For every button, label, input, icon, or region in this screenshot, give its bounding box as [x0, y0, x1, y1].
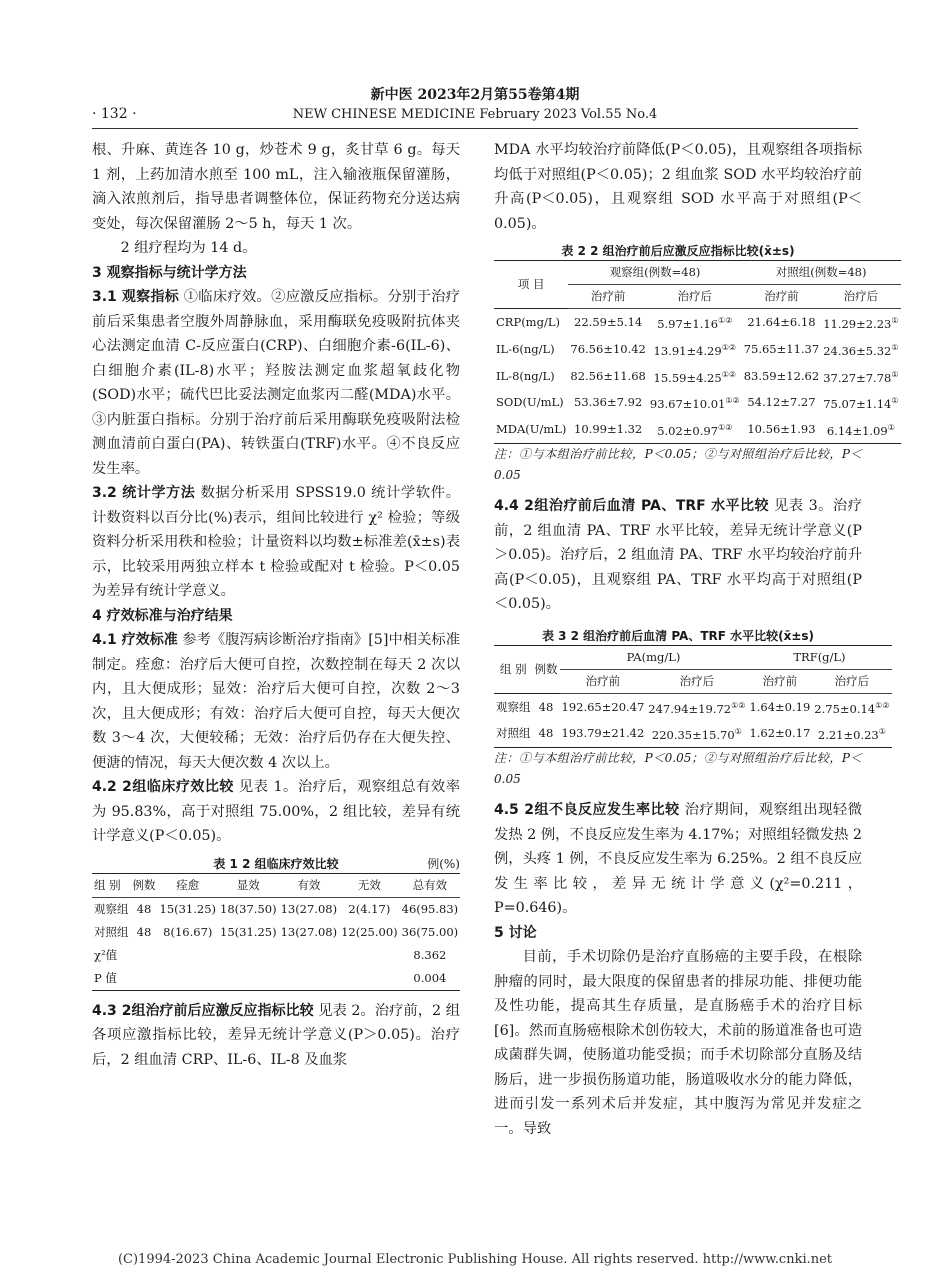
- subheading-4-4: 4.4 2组治疗前后血清 PA、TRF 水平比较: [494, 498, 769, 515]
- table-cell: [821, 416, 900, 443]
- text: 治疗期间，观察组出现轻微发热 2 例，不良反应发生率为 4.17%；对照组轻微发热 2 例，头疼 1 例，不良反应发生率为 6.25%。2 组不良反应发生率比较，差异无统计学意义(χ²=0.211，P=0.646)。: [494, 802, 862, 917]
- table-cell: MDA(U/mL): [496, 422, 567, 437]
- subheading-4-3: 4.3 2组治疗前后应激反应指标比较: [92, 1002, 314, 1019]
- value: 5.97±1.16: [657, 316, 719, 331]
- table-cell: 8.362: [413, 947, 447, 962]
- section-heading-4: 4 疗效标准与治疗结果: [92, 607, 233, 624]
- copyright-footer: (C)1994-2023 China Academic Journal Electronic Publishing House. All rights reserved. http://www.cnki.net: [117, 1252, 833, 1267]
- table-header: 总有效: [412, 877, 448, 892]
- table-cell: 48: [136, 901, 152, 916]
- table-header: 观察组(例数=48): [568, 261, 741, 285]
- table-cell: 10.56±1.93: [747, 422, 816, 437]
- table-cell: P 值: [94, 970, 117, 985]
- value: 93.67±10.01: [649, 397, 726, 412]
- table-cell: [648, 416, 742, 443]
- table-cell: 46(95.83): [401, 901, 459, 916]
- table-cell: [648, 309, 742, 336]
- table-row: [494, 720, 892, 747]
- table-header: 治疗后: [843, 289, 879, 303]
- table-cell: 193.79±21.42: [561, 726, 645, 741]
- footnote-mark: ①②: [718, 423, 733, 433]
- text: 见表 2。治疗前，2 组各项应激指标比较，差异无统计学意义(P＞0.05)。治疗后，2 组血清 CRP、IL-6、IL-8 及血浆: [92, 1002, 460, 1068]
- table-cell: IL-6(ng/L): [496, 341, 555, 356]
- table-cell: 对照组: [94, 924, 129, 939]
- value: 220.35±15.70: [651, 728, 735, 743]
- table-cell: [812, 693, 891, 720]
- table-cell: 观察组: [496, 699, 531, 714]
- footnote-mark: ①: [878, 727, 886, 737]
- table-header: 有效: [297, 877, 321, 892]
- subheading-3-2: 3.2 统计学方法: [92, 485, 196, 501]
- footnote-mark: ①: [891, 342, 899, 352]
- table-cell: 83.59±12.62: [743, 368, 820, 383]
- paragraph-4-3: [92, 999, 460, 1073]
- footnote-mark: ①: [891, 369, 899, 379]
- table-header: 治疗后: [834, 673, 870, 688]
- table-row: [92, 897, 460, 921]
- footnote-mark: ①②: [721, 342, 737, 352]
- table-header: 项 目: [494, 261, 568, 309]
- footnote-mark: ①: [891, 396, 899, 406]
- table-header: TRF(g/L): [747, 645, 891, 669]
- table-cell: 21.64±6.18: [747, 314, 816, 329]
- table-cell: 12(25.00): [341, 924, 398, 939]
- table-header: 治疗前: [585, 673, 621, 688]
- table3-header-row: [494, 645, 892, 669]
- table-row: [494, 416, 901, 443]
- table-cell: [812, 720, 891, 747]
- table3-title: 表 3 2 组治疗前后血清 PA、TRF 水平比较(x̄±s): [541, 628, 815, 643]
- table-cell: 13(27.08): [280, 901, 338, 916]
- value: 11.29±2.23: [823, 316, 892, 331]
- table-cell: 1.64±0.19: [749, 699, 811, 714]
- table-header: 对照组(例数=48): [742, 261, 901, 285]
- footnote-mark: ①②: [718, 316, 733, 325]
- table-cell: [821, 336, 900, 363]
- table-cell: 48: [136, 924, 152, 939]
- table-cell: [648, 363, 742, 390]
- header-rule: [92, 128, 858, 129]
- table1-unit: 例(%): [427, 856, 460, 871]
- footnote-mark: ①: [734, 727, 742, 737]
- paragraph-4-5: [494, 798, 862, 921]
- table-cell: CRP(mg/L): [496, 314, 560, 329]
- table-cell: 82.56±11.68: [570, 368, 646, 383]
- subheading-4-5: 4.5 2组不良反应发生率比较: [494, 802, 680, 819]
- table-header: 治疗前: [762, 673, 798, 688]
- journal-title-en: NEW CHINESE MEDICINE February 2023 Vol.55 No.4: [292, 107, 658, 122]
- table-header: 组 别: [94, 877, 121, 892]
- text: 见表 3。治疗前，2 组血清 PA、TRF 水平比较，差异无统计学意义(P＞0.05)。治疗后，2 组血清 PA、TRF 水平均较治疗前升高(P＜0.05)，且观察组 PA、TRF 水平均高于对照组(P＜0.05)。: [494, 498, 862, 613]
- value: 37.27±7.78: [823, 370, 892, 385]
- subheading-4-1: 4.1 疗效标准: [92, 632, 178, 648]
- table-cell: 22.59±5.14: [574, 314, 643, 329]
- table-header: PA(mg/L): [560, 645, 748, 669]
- table-header: 组 别: [494, 645, 533, 693]
- table-header: 治疗后: [677, 289, 713, 303]
- text: 参考《腹泻病诊断治疗指南》[5]中相关标准制定。痊愈：治疗后大便可自控，次数控制在每天 2 次以内，且大便成形；显效：治疗后大便可自控，次数 2～3 次，且大便成形；有效：治疗后大便可自控，每天大便次数 3～4 次，大便较稀；无效：治疗后仍存在大便失控、便溏的情况，每天大便次数 4 次以上。: [92, 632, 460, 771]
- table-row: [92, 921, 460, 944]
- left-column: [92, 138, 460, 1072]
- table-cell: 0.004: [413, 970, 447, 985]
- table-cell: 18(37.50): [220, 901, 277, 916]
- value: 24.36±5.32: [823, 343, 892, 358]
- value: 15.59±4.25: [653, 370, 722, 385]
- table-cell: 75.65±11.37: [743, 341, 820, 356]
- table2-header-row: [494, 261, 901, 285]
- table-cell: [131, 967, 400, 991]
- table-cell: [648, 336, 742, 363]
- footnote-mark: ①②: [725, 396, 740, 406]
- table-header: 例数: [533, 645, 560, 693]
- table-row: [494, 309, 901, 336]
- table-header: 例数: [132, 877, 156, 892]
- table1-header-row: [92, 873, 460, 897]
- table-cell: 2(4.17): [348, 901, 391, 916]
- footnote-mark: ①②: [721, 369, 737, 379]
- value: 247.94±19.72: [648, 701, 732, 716]
- table-cell: 192.65±20.47: [561, 699, 645, 714]
- paragraph: 2 组疗程均为 14 d。: [120, 240, 257, 256]
- text: ①临床疗效。②应激反应指标。分别于治疗前后采集患者空腹外周静脉血，采用酶联免疫吸附抗体夹心法测定血清 C-反应蛋白(CRP)、白细胞介素-6(IL-6)、白细胞介素(IL-8)水平；羟胺法测定血浆超氧歧化物(SOD)水平；硫代巴比妥法测定血浆丙二醛(MDA)水平。③内脏蛋白指标。分别于治疗前后采用酶联免疫吸附法检测血清前白蛋白(PA)、转铁蛋白(TRF)水平。④不良反应发生率。: [92, 289, 460, 477]
- table-cell: [821, 363, 900, 390]
- table-cell: 48: [538, 699, 554, 714]
- table-cell: [821, 309, 900, 336]
- table2-title: 表 2 2 组治疗前后应激反应指标比较(x̄±s): [561, 244, 795, 258]
- page-number: · 132 ·: [92, 106, 137, 122]
- table-cell: 53.36±7.92: [574, 395, 643, 410]
- table-cell: 13(27.08): [280, 924, 338, 939]
- footnote-mark: ①②: [875, 700, 890, 710]
- paragraph: 根、升麻、黄连各 10 g，炒苍术 9 g，炙甘草 6 g。每天 1 剂，上药加清水煎至 100 mL，注入输液瓶保留灌肠，滴入浓煎剂后，指导患者调整体位，保证药物充分送达病变处，每次保留灌肠 2～5 h，每天 1 次。: [92, 142, 460, 232]
- table-header: 显效: [236, 877, 260, 892]
- table-cell: [648, 389, 742, 416]
- table-header: 无效: [357, 877, 381, 892]
- paragraph-4-1: [92, 628, 460, 775]
- paragraph-5: 目前，手术切除仍是治疗直肠癌的主要手段，在根除肿瘤的同时，最大限度的保留患者的排尿功能、排便功能及性功能，提高其生存质量，是直肠癌手术的治疗目标[6]。然而直肠癌根除术创伤较大，术前的肠道准备也可造成菌群失调，使肠道功能受损；而手术切除部分直肠及结肠后，进一步损伤肠道功能，肠道吸收水分的能力降低，进而引发一系列术后并发症，其中腹泻为常见并发症之一。导致: [494, 949, 862, 1137]
- paragraph-3-2: [92, 481, 460, 604]
- table-cell: 10.99±1.32: [574, 422, 643, 437]
- footnote-mark: ①②: [731, 700, 746, 710]
- table1-title: [92, 855, 460, 873]
- text: 见表 1。治疗后，观察组总有效率为 95.83%，高于对照组 75.00%，2 组比较，差异有统计学意义(P＜0.05)。: [92, 779, 460, 844]
- footnote-mark: ①: [891, 316, 899, 325]
- section-heading-5: 5 讨论: [494, 924, 537, 941]
- table1: [92, 873, 460, 991]
- value: 2.75±0.14: [814, 701, 876, 716]
- value: 6.14±1.09: [826, 424, 888, 439]
- table-row: [494, 363, 901, 390]
- subheading-3-1: 3.1 观察指标: [92, 289, 179, 305]
- table2: [494, 260, 901, 444]
- right-column: [494, 138, 899, 1141]
- table3-note: 注：①与本组治疗前比较，P＜0.05；②与对照组治疗后比较，P＜0.05: [494, 751, 862, 787]
- footnote-mark: ①: [887, 423, 895, 433]
- table-row: [92, 944, 460, 967]
- table-cell: 15(31.25): [220, 924, 277, 939]
- table-header: 治疗前: [764, 289, 799, 303]
- table-header: 治疗后: [679, 673, 715, 688]
- table3: [494, 645, 892, 749]
- value: 2.21±0.23: [817, 728, 879, 743]
- table-cell: 15(31.25): [159, 901, 217, 916]
- journal-title: 新中医 2023年2月第55卷第4期: [370, 87, 580, 103]
- table-cell: SOD(U/mL): [496, 395, 564, 410]
- table-cell: 对照组: [496, 726, 531, 741]
- table-cell: 76.56±10.42: [570, 341, 646, 356]
- value: 5.02±0.97: [657, 424, 719, 439]
- table-header: 治疗前: [590, 289, 626, 303]
- table-cell: χ²值: [94, 947, 118, 962]
- paragraph: MDA 水平均较治疗前降低(P＜0.05)，且观察组各项指标均低于对照组(P＜0.05)；2 组血浆 SOD 水平均较治疗前升高(P＜0.05)，且观察组 SOD 水平高于对照组(P＜0.05)。: [494, 142, 862, 232]
- value: 13.91±4.29: [653, 343, 722, 358]
- text: 数据分析采用 SPSS19.0 统计学软件。计数资料以百分比(%)表示，组间比较进行 χ² 检验；等级资料分析采用秩和检验；计量资料以均数±标准差(x̄±s)表示，比较采用两独立样本 t 检验或配对 t 检验。P＜0.05 为差异有统计学意义。: [92, 485, 460, 599]
- table-cell: [646, 720, 747, 747]
- table-cell: [646, 693, 747, 720]
- table-cell: 36(75.00): [401, 924, 459, 939]
- paragraph-3-1: [92, 285, 460, 481]
- value: 75.07±1.14: [823, 397, 892, 412]
- table-row: [494, 693, 892, 720]
- table2-note: 注：①与本组治疗前比较，P＜0.05；②与对照组治疗后比较，P＜0.05: [494, 447, 862, 483]
- paragraph-4-4: [494, 494, 862, 617]
- table-header: 痊愈: [176, 877, 200, 892]
- table-cell: 1.62±0.17: [749, 726, 811, 741]
- table-row: [92, 967, 460, 991]
- paragraph-4-2: [92, 775, 460, 849]
- table-cell: 54.12±7.27: [747, 395, 816, 410]
- table-cell: 48: [538, 726, 554, 741]
- section-heading-3: 3 观察指标与统计学方法: [92, 264, 247, 281]
- table-cell: [131, 944, 400, 967]
- table1-title-text: 表 1 2 组临床疗效比较: [213, 856, 339, 871]
- table-row: [494, 336, 901, 363]
- table-cell: 观察组: [94, 901, 129, 916]
- table-row: [494, 389, 901, 416]
- table-cell: [821, 389, 900, 416]
- table-cell: IL-8(ng/L): [496, 368, 555, 383]
- table-cell: 8(16.67): [163, 924, 213, 939]
- subheading-4-2: 4.2 2组临床疗效比较: [92, 779, 234, 795]
